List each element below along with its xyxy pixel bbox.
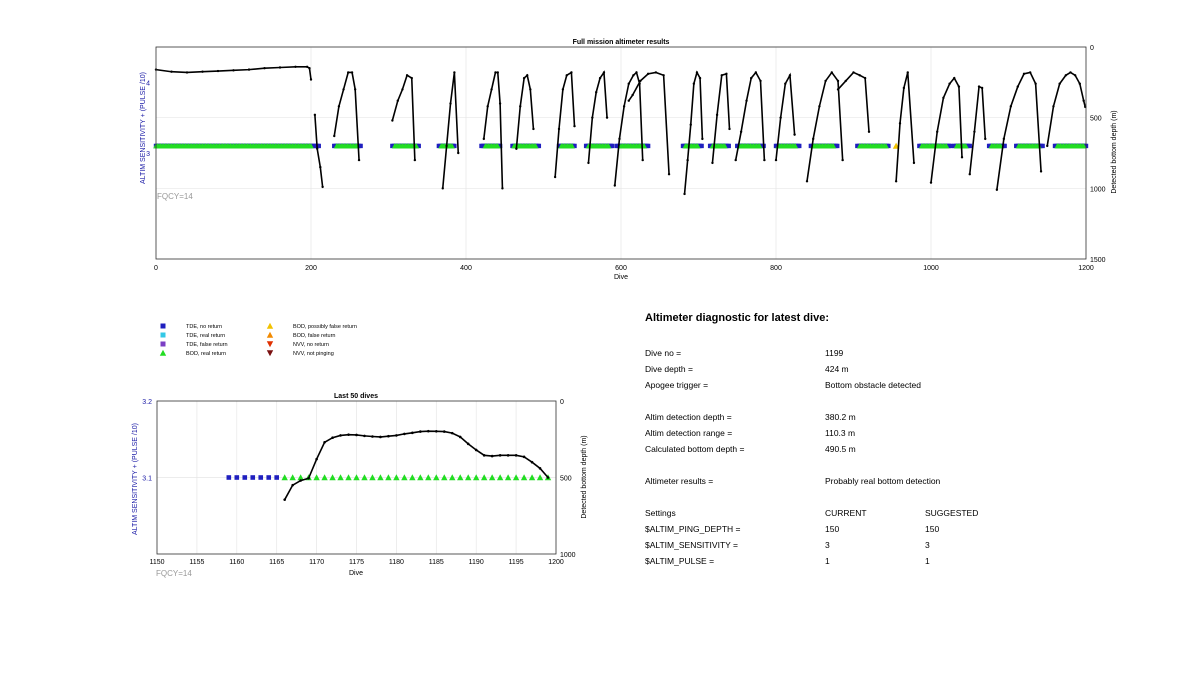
depth-point [499,454,502,457]
depth-point [443,430,446,433]
depth-point [913,162,915,164]
depth-point [566,74,568,76]
depth-point [973,131,975,133]
depth-point [662,74,664,76]
setting-row-sensitivity [644,537,1064,553]
depth-point [358,159,360,161]
depth-point [632,74,634,76]
depth-point [316,148,318,150]
depth-point [487,105,489,107]
diag-row-apogee-trigger [644,377,1064,393]
y-left-tick-label: 3 [146,151,150,158]
depth-point [201,71,203,73]
depth-point [587,162,589,164]
depth-point [457,152,459,154]
depth-point [595,91,597,93]
depth-point [491,455,494,458]
depth-point [668,173,670,175]
diag-value: 110.3 m [825,428,856,438]
depth-point [248,68,250,70]
legend-marker-square [161,333,166,338]
depth-point [631,94,633,96]
depth-point [379,436,382,439]
depth-point [740,131,742,133]
depth-point [263,67,265,69]
setting-row-ping-depth [644,521,1064,537]
depth-point [1046,145,1048,147]
depth-point [387,435,390,438]
legend-label: NVV, no return [293,342,329,348]
y-right-tick-label: 1000 [560,552,576,559]
depth-point [864,77,866,79]
tde-no-return-marker [274,475,279,480]
depth-point [315,458,318,461]
depth-point [845,80,847,82]
depth-series-line [615,72,643,185]
legend-marker-triangle-down [267,341,273,347]
depth-point [170,71,172,73]
legend-label: NVV, not pinging [293,351,334,357]
depth-series-line [443,72,459,188]
setting-current: 1 [825,556,830,566]
depth-point [1017,85,1019,87]
depth-point [996,189,998,191]
depth-point [558,128,560,130]
depth-point [628,100,630,102]
depth-point [539,467,542,470]
depth-point [1029,71,1031,73]
depth-series-line [629,72,669,174]
tde-no-return-marker [242,475,247,480]
tde-no-return-marker [250,475,255,480]
legend-label: TDE, false return [186,342,228,348]
depth-series-line [484,72,503,188]
setting-row-pulse [644,553,1064,569]
x-tick-label: 400 [460,265,472,272]
depth-point [403,433,406,436]
diag-value: 1199 [825,348,844,358]
depth-series-line [712,74,729,163]
depth-point [523,77,525,79]
depth-point [314,114,316,116]
depth-point [401,88,403,90]
depth-point [519,105,521,107]
setting-suggested: 1 [925,556,930,566]
depth-point [942,97,944,99]
depth-point [841,159,843,161]
depth-point [806,180,808,182]
depth-point [1052,105,1054,107]
depth-point [837,88,839,90]
depth-point [728,128,730,130]
x-tick-label: 1200 [1078,265,1094,272]
depth-point [642,159,644,161]
y-right-tick-label: 0 [1090,45,1094,52]
depth-point [936,131,938,133]
depth-point [775,159,777,161]
depth-point [591,116,593,118]
legend-label: BOD, false return [293,333,336,339]
depth-point [1034,83,1036,85]
depth-point [745,100,747,102]
settings-label: Settings [645,508,676,518]
depth-point [1082,100,1084,102]
diag-label: Altimeter results = [645,476,714,486]
x-tick-label: 1150 [149,559,165,566]
depth-point [570,71,572,73]
depth-point [331,436,334,439]
setting-current: 150 [825,524,840,534]
settings-header [644,505,1064,521]
depth-point [217,70,219,72]
depth-point [818,105,820,107]
depth-series-line [685,72,703,194]
depth-point [1023,73,1025,75]
depth-point [411,77,413,79]
depth-point [603,71,605,73]
depth-point [411,432,414,435]
depth-point [812,138,814,140]
depth-point [445,145,447,147]
depth-point [419,430,422,433]
depth-point [427,430,430,433]
y-left-tick-label: 3.2 [142,399,152,406]
setting-label: $ALTIM_PING_DEPTH = [645,524,741,534]
diag-value: Probably real bottom detection [825,476,941,486]
depth-point [515,454,518,457]
y-right-label: Detected bottom depth (m) [581,435,588,519]
depth-point [779,116,781,118]
depth-point [958,85,960,87]
diag-value: 490.5 m [825,444,856,454]
depth-point [573,125,575,127]
depth-point [903,87,905,89]
depth-point [1074,74,1076,76]
depth-point [459,436,462,439]
depth-point [1058,83,1060,85]
depth-point [442,187,444,189]
depth-point [639,80,641,82]
depth-point [750,77,752,79]
depth-point [1003,138,1005,140]
depth-point [755,71,757,73]
x-tick-label: 0 [154,265,158,272]
fqcy-label: FQCY=14 [156,569,192,578]
depth-series-line [838,72,869,131]
depth-point [1069,71,1071,73]
depth-point [763,159,765,161]
depth-point [789,74,791,76]
full-mission-chart [0,0,1200,300]
depth-point [837,80,839,82]
depth-point [294,66,296,68]
depth-point [961,156,963,158]
x-tick-label: 1165 [269,559,285,566]
depth-point [981,87,983,89]
depth-point [299,479,302,482]
depth-series-line [315,115,323,187]
chart-title: Last 50 dives [334,393,378,400]
depth-series-line [555,72,574,177]
tde-no-return-marker [266,475,271,480]
depth-point [716,114,718,116]
legend-marker-triangle-down [267,350,273,356]
depth-point [483,138,485,140]
depth-point [907,71,909,73]
x-axis-label: Dive [613,274,629,281]
diag-label: Dive no = [645,348,682,358]
legend [150,318,570,368]
diag-row-bottom-depth [644,441,1064,457]
depth-point [497,71,499,73]
depth-point [699,77,701,79]
legend-label: BOD, possibly false return [293,324,357,330]
chart-title: Full mission altimeter results [572,39,670,46]
depth-point [232,69,234,71]
setting-suggested: 3 [925,540,930,550]
depth-point [499,102,501,104]
x-axis-label: Dive [348,570,364,577]
depth-point [490,88,492,90]
x-tick-label: 1185 [428,559,444,566]
depth-point [363,435,366,438]
depth-point [338,105,340,107]
depth-point [414,159,416,161]
depth-point [978,85,980,87]
depth-point [868,131,870,133]
depth-point [354,88,356,90]
depth-point [307,477,310,480]
settings-current-header: CURRENT [825,508,867,518]
y-right-tick-label: 500 [560,475,572,483]
depth-point [628,83,630,85]
setting-label: $ALTIM_PULSE = [645,556,715,566]
depth-point [1040,170,1042,172]
setting-current: 3 [825,540,830,550]
depth-point [333,135,335,137]
depth-point [306,66,308,68]
legend-label: BOD, real return [186,351,227,357]
x-tick-label: 1200 [548,559,564,566]
depth-point [721,74,723,76]
diag-label: Dive depth = [645,364,693,374]
depth-point [323,441,326,444]
depth-point [347,433,350,436]
legend-label: TDE, real return [186,333,226,339]
depth-point [895,180,897,182]
depth-point [899,122,901,124]
depth-point [655,71,657,73]
depth-point [308,67,310,69]
depth-point [696,71,698,73]
depth-point [501,187,503,189]
depth-point [347,71,349,73]
y-right-tick-label: 0 [560,399,564,406]
depth-point [701,138,703,140]
depth-point [494,71,496,73]
y-right-tick-label: 1000 [1090,186,1106,194]
depth-point [793,133,795,135]
legend-marker-square [161,324,166,329]
depth-point [291,484,294,487]
depth-point [948,83,950,85]
y-right-label: Detected bottom depth (m) [1111,110,1118,194]
depth-point [606,116,608,118]
x-tick-label: 1180 [388,559,404,566]
depth-point [451,432,454,435]
legend-marker-square [161,342,166,347]
diag-value: 424 m [825,364,849,374]
y-right-tick-label: 1500 [1090,257,1106,264]
diag-label: Altim detection depth = [645,412,732,422]
depth-point [406,74,408,76]
depth-point [339,434,342,437]
depth-point [1079,83,1081,85]
x-tick-label: 1170 [309,559,325,566]
setting-suggested: 150 [925,524,940,534]
depth-point [467,443,470,446]
diag-row-dive-no [644,345,1064,361]
depth-series-line [997,72,1041,189]
depth-point [529,88,531,90]
altimeter-diagnostic-panel [644,312,1064,569]
depth-point [683,193,685,195]
fqcy-label: FQCY=14 [157,192,193,201]
x-tick-label: 1175 [348,559,365,566]
depth-point [395,434,398,437]
depth-point [686,159,688,161]
depth-point [449,102,451,104]
diag-value: 380.2 m [825,412,856,422]
depth-point [693,83,695,85]
x-tick-label: 1160 [229,559,245,566]
depth-point [310,78,312,80]
depth-point [690,124,692,126]
depth-point [283,498,286,501]
depth-point [279,66,281,68]
depth-point [351,71,353,73]
depth-point [953,77,955,79]
tde-no-return-marker [258,475,263,480]
diag-row-dive-depth [644,361,1064,377]
y-left-label: ALTIM SENSITIVITY + (PULSE /10) [132,423,139,535]
depth-series-line [931,78,962,183]
diag-label: Apogee trigger = [645,380,709,390]
y-left-label: ALTIM SENSITIVITY + (PULSE /10) [140,72,147,184]
depth-point [526,74,528,76]
depth-point [831,71,833,73]
x-tick-label: 1190 [468,559,484,566]
depth-point [623,105,625,107]
depth-point [614,184,616,186]
settings-suggested-header: SUGGESTED [925,508,979,518]
depth-point [523,456,526,459]
depth-point [984,138,986,140]
depth-point [186,71,188,73]
diag-row-altimeter-results [644,473,1064,489]
depth-point [507,454,510,457]
setting-label: $ALTIM_SENSITIVITY = [645,540,738,550]
x-tick-label: 800 [770,265,782,272]
depth-point [554,176,556,178]
x-tick-label: 600 [615,265,627,272]
x-tick-label: 200 [305,265,317,272]
legend-label: TDE, no return [186,324,223,330]
depth-point [735,159,737,161]
depth-series-line [156,67,311,80]
diagnostic-title: Altimeter diagnostic for latest dive: [645,312,829,324]
depth-point [824,80,826,82]
depth-point [618,138,620,140]
x-tick-label: 1155 [189,559,205,566]
depth-point [725,73,727,75]
diag-label: Altim detection range = [645,428,733,438]
depth-point [635,71,637,73]
depth-point [483,454,486,457]
depth-point [711,162,713,164]
depth-point [547,476,550,479]
depth-series-line [896,72,914,181]
legend-marker-triangle-up [267,323,273,329]
depth-point [599,77,601,79]
depth-point [371,435,374,438]
depth-point [515,148,517,150]
legend-marker-triangle-up [160,350,166,356]
tde-no-return-marker [227,475,232,480]
depth-series-line [516,75,533,148]
depth-point [1065,74,1067,76]
depth-series-line [970,87,986,175]
last-50-dives-chart [0,380,600,680]
diag-value: Bottom obstacle detected [825,380,921,390]
depth-point [342,88,344,90]
depth-point [969,173,971,175]
depth-point [435,430,438,433]
depth-point [321,186,323,188]
depth-point [319,166,321,168]
legend-marker-triangle-up [267,332,273,338]
depth-point [531,461,534,464]
x-tick-label: 1000 [923,265,939,272]
x-tick-label: 1195 [508,559,524,566]
diag-row-detection-depth [644,409,1064,425]
depth-point [453,71,455,73]
depth-point [859,74,861,76]
y-left-tick-label: 4 [146,80,150,88]
depth-point [562,88,564,90]
tde-no-return-marker [235,475,240,480]
depth-point [759,80,761,82]
depth-point [475,449,478,452]
depth-point [784,83,786,85]
diag-label: Calculated bottom depth = [645,444,745,454]
depth-point [355,434,358,437]
y-right-tick-label: 500 [1090,115,1102,123]
depth-point [397,100,399,102]
diag-row-detection-range [644,425,1064,441]
y-left-tick-label: 3.1 [142,475,152,483]
depth-point [532,128,534,130]
depth-point [391,119,393,121]
depth-point [852,71,854,73]
depth-point [930,181,932,183]
depth-point [647,73,649,75]
depth-point [1010,105,1012,107]
